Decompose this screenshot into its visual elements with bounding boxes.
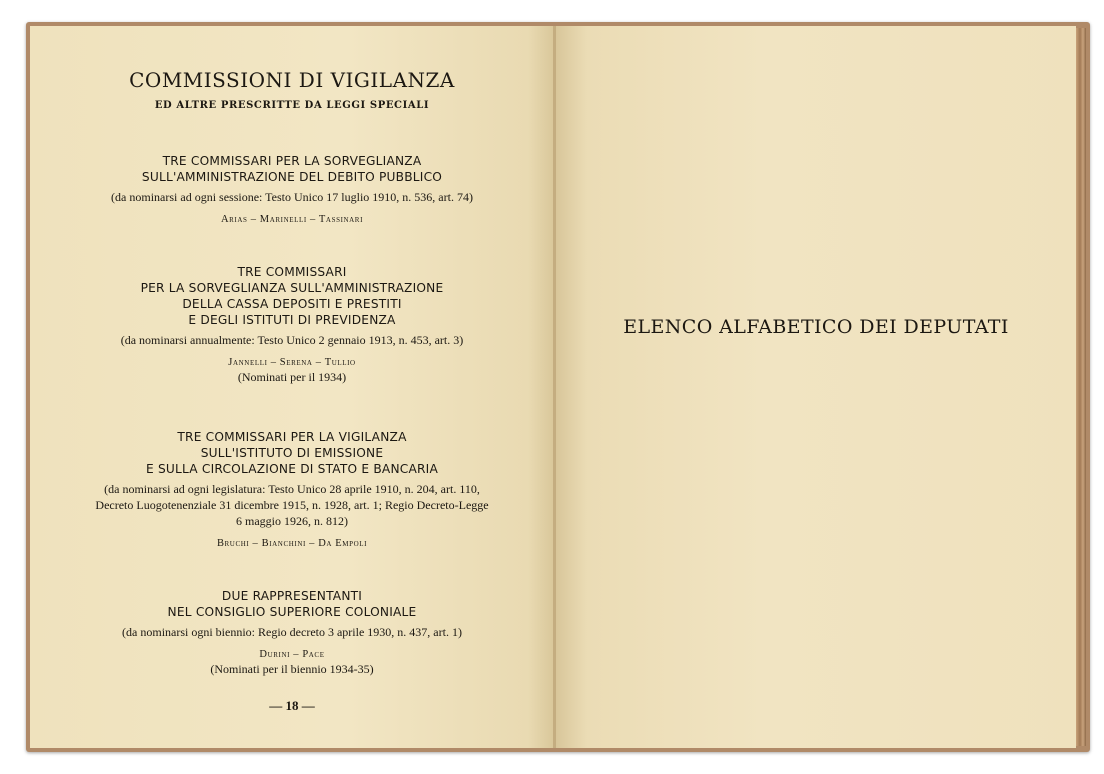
section-members: Arias – Marinelli – Tassinari <box>220 214 364 225</box>
section-title: TRE COMMISSARI PER LA VIGILANZA SULL'ISTITUTO DI EMISSIONE E SULLA CIRCOLAZIONE DI STATO E BANCARIA <box>145 430 439 476</box>
book-spread <box>26 22 1090 752</box>
section-cassa-depositi <box>30 264 554 385</box>
page-edges <box>1076 28 1086 746</box>
section-members: Durini – Pace <box>259 649 325 660</box>
section-nominated-note: (Nominati per il biennio 1934-35) <box>210 662 374 676</box>
section-istituto-emissione <box>30 429 554 549</box>
section-legal-note: (da nominarsi annualmente: Testo Unico 2 gennaio 1913, n. 453, art. 3) <box>120 333 464 347</box>
section-debito-pubblico <box>30 153 554 225</box>
left-page <box>30 26 554 748</box>
section-legal-note: (da nominarsi ad ogni sessione: Testo Unico 17 luglio 1910, n. 536, art. 74) <box>111 190 473 204</box>
page-subtitle: ED ALTRE PRESCRITTE DA LEGGI SPECIALI <box>154 100 430 111</box>
section-title: DUE RAPPRESENTANTI NEL CONSIGLIO SUPERIORE COLONIALE <box>167 589 417 619</box>
page-title: COMMISSIONI DI VIGILANZA <box>129 68 455 92</box>
right-page <box>556 26 1076 748</box>
section-nominated-note: (Nominati per il 1934) <box>237 370 347 384</box>
section-members: Bruchi – Bianchini – Da Empoli <box>216 538 368 549</box>
section-consiglio-coloniale <box>30 588 554 677</box>
section-legal-note: (da nominarsi ad ogni legislatura: Testo Unico 28 aprile 1910, n. 204, art. 110, Decreto Luogotenenziale 31 dicembre 1915, n. 1928, art. 1; Regio Decreto-Legge 6 maggio 1926, n. 812) <box>95 482 489 528</box>
section-title: TRE COMMISSARI PER LA SORVEGLIANZA SULL'AMMINISTRAZIONE DELLA CASSA DEPOSITI E PRESTITI E DEGLI ISTITUTI DI PREVIDENZA <box>140 265 444 327</box>
section-legal-note: (da nominarsi ogni biennio: Regio decreto 3 aprile 1930, n. 437, art. 1) <box>122 625 462 639</box>
right-page-title: ELENCO ALFABETICO DEI DEPUTATI <box>623 316 1009 338</box>
section-members: Jannelli – Serena – Tullio <box>228 357 356 368</box>
page-number: — 18 — <box>269 698 315 713</box>
section-title: TRE COMMISSARI PER LA SORVEGLIANZA SULL'AMMINISTRAZIONE DEL DEBITO PUBBLICO <box>141 154 443 184</box>
